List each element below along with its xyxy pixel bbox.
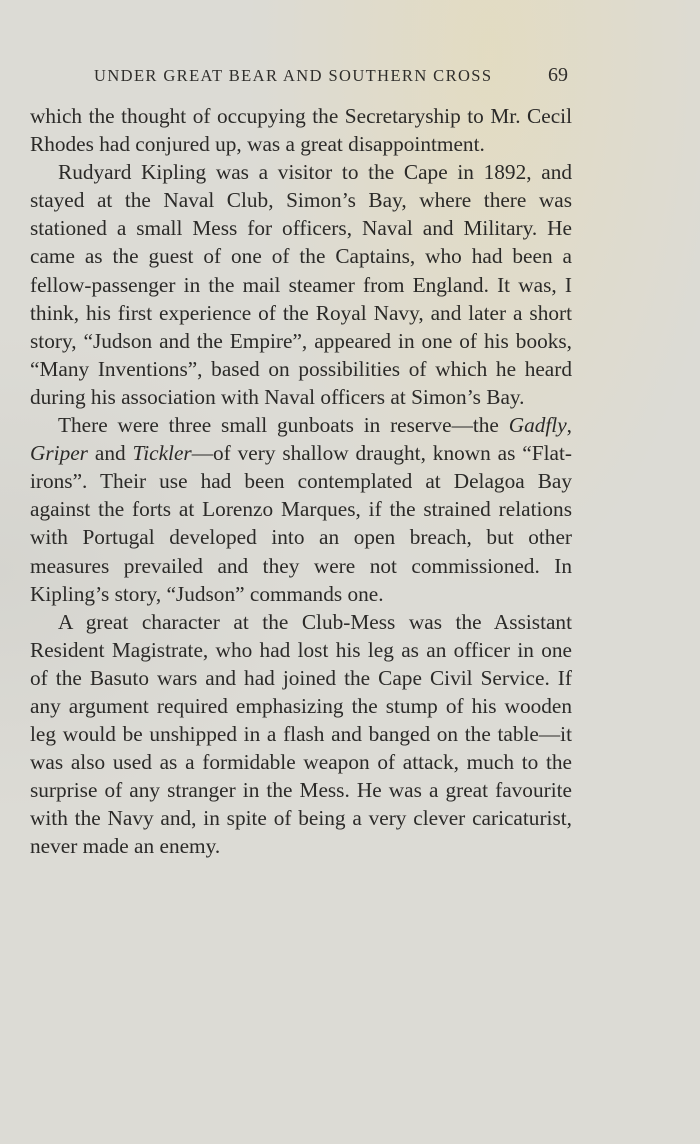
page-number: 69	[548, 64, 568, 86]
paragraph-continued: which the thought of occupying the Secretaryship to Mr. Cecil Rhodes had conjured up, was a great disappointment.	[30, 104, 572, 157]
ship-name-griper: Griper	[30, 441, 88, 466]
gunboats-text-4: —of very shallow draught, known as “Flat-irons”. Their use had been contemplated at Delagoa Bay against the forts at Lorenzo Marques, if the strained relations with Portugal developed into an open breach, but other measures prevailed and they were not commissioned. In Kipling’s story, “Judson” commands one.	[30, 441, 572, 606]
paragraph-magistrate: A great character at the Club-Mess was the Assistant Resident Magistrate, who had lost his leg as an officer in one of the Basuto wars and had joined the Cape Civil Service. If any argument required emphasizing the stump of his wooden leg would be unshipped in a flash and banged on the table—it was also used as a formidable weapon of attack, much to the surprise of any stranger in the Mess. He was a great favourite with the Navy and, in spite of being a very clever caricaturist, never made an enemy.	[30, 609, 572, 859]
body-text	[30, 102, 572, 861]
running-head	[30, 66, 570, 90]
gunboats-text-2: ,	[566, 413, 572, 438]
gunboats-text-1: There were three small gunboats in reserve—the	[58, 413, 509, 438]
gunboats-text-3: and	[87, 441, 133, 466]
ship-name-tickler: Tickler	[132, 441, 192, 466]
ship-name-gadfly: Gadfly	[508, 413, 567, 438]
paragraph-gunboats	[30, 411, 572, 608]
running-title: UNDER GREAT BEAR AND SOUTHERN CROSS	[94, 66, 493, 85]
paragraph-kipling-visit: Rudyard Kipling was a visitor to the Cape in 1892, and stayed at the Naval Club, Simon’s Bay, where there was stationed a small Mess for officers, Naval and Military. He came as the guest of one of the Captains, who had been a fellow-passenger in the mail steamer from England. It was, I think, his first experience of the Royal Navy, and later a short story, “Judson and the Empire”, appeared in one of his books, “Many Inventions”, based on possibilities of which he heard during his association with Naval officers at Simon’s Bay.	[30, 160, 572, 409]
